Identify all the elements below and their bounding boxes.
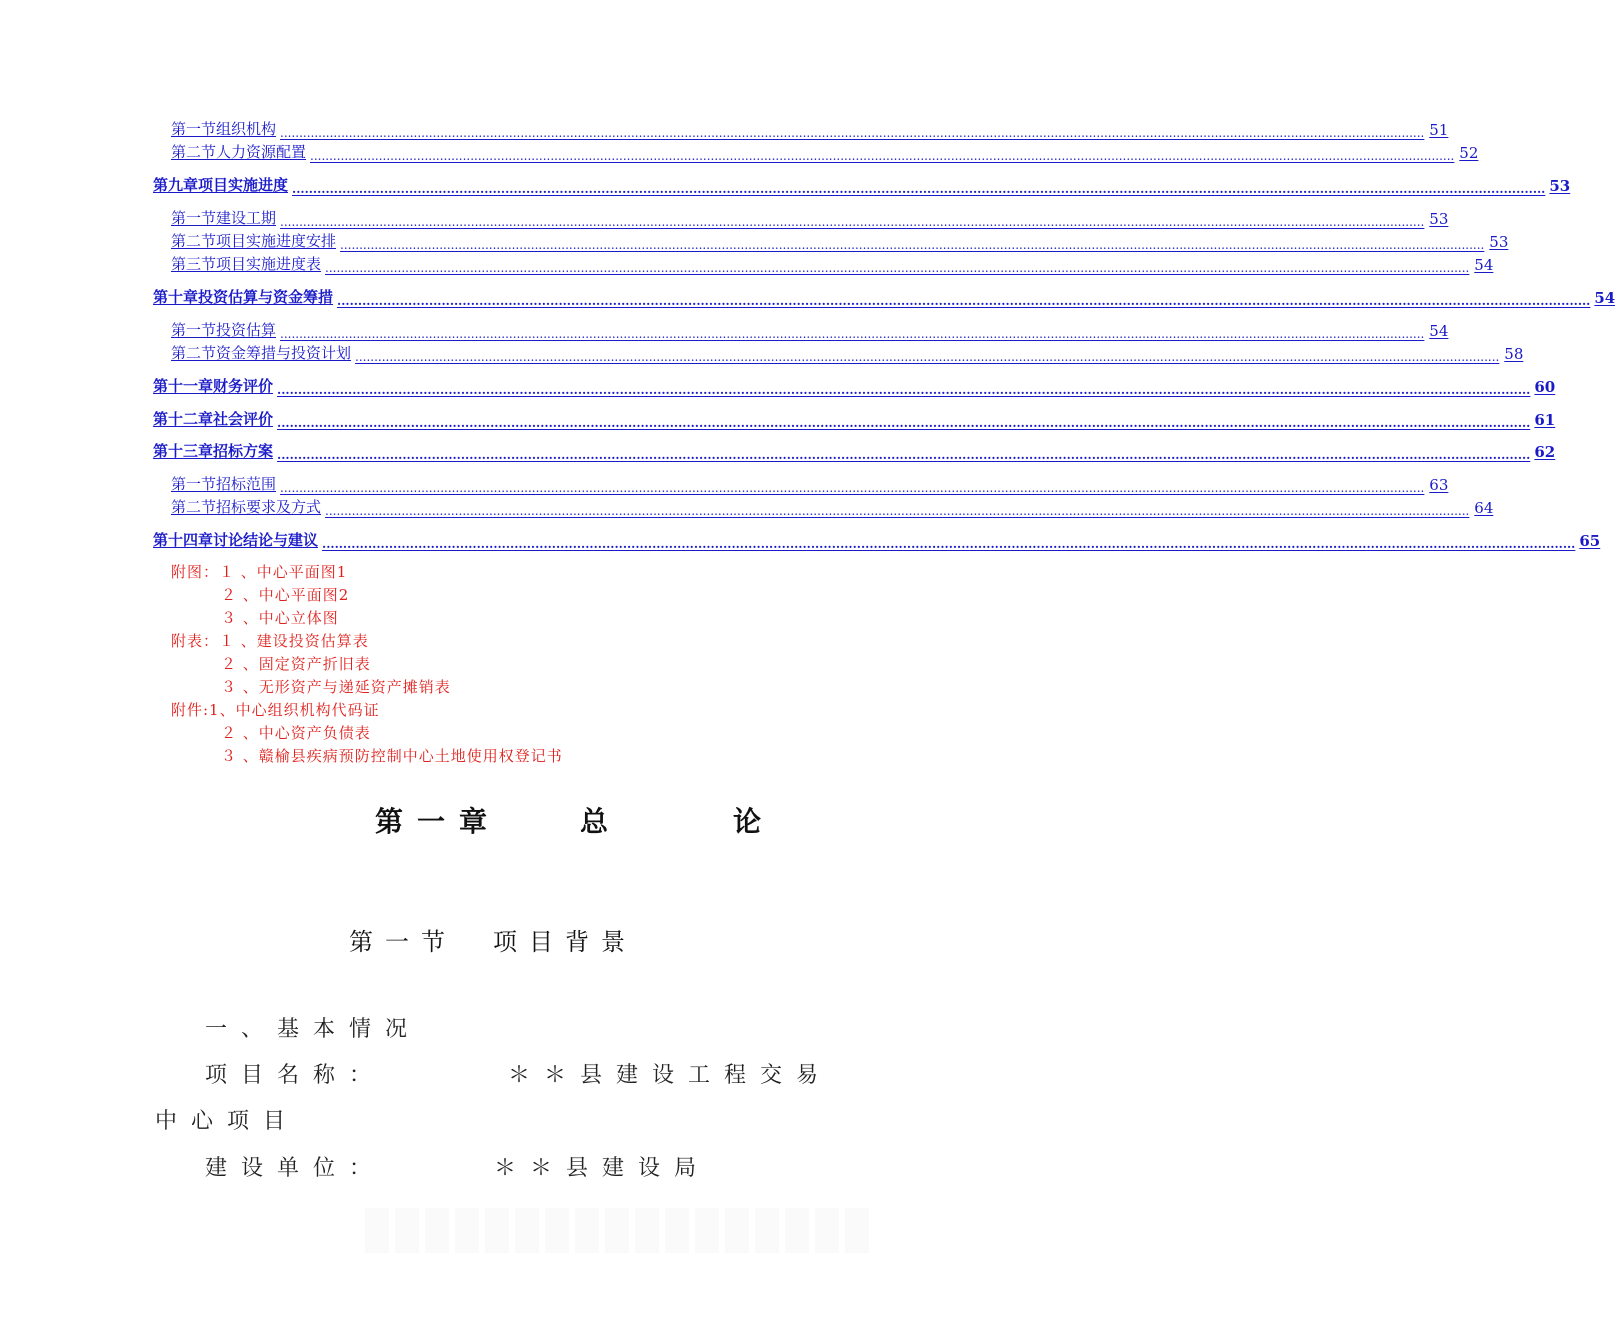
toc-number: 第十二章 [153, 410, 214, 428]
toc-title: 组织机构 [216, 120, 277, 138]
appendix-table-3: ３ 、无形资产与递延资产摊销表 [221, 678, 451, 696]
unit-label: 建设单位： [205, 1156, 386, 1181]
appendix-table-2: ２ 、固定资产折旧表 [221, 655, 371, 673]
toc-entry-section[interactable] [171, 206, 1449, 229]
toc-title: 招标范围 [216, 475, 277, 493]
toc-leader-dots: ............................................................................................................................................................................................................................................................................................................ [340, 238, 1485, 252]
toc-entry-section[interactable] [171, 341, 1524, 364]
toc-page-number: 60 [1534, 378, 1556, 396]
toc-entry-section[interactable] [171, 140, 1479, 163]
toc-entry-section[interactable] [171, 318, 1449, 341]
toc-page-number: 51 [1429, 121, 1449, 139]
toc-leader-dots: ............................................................................................................................................................................................................................................................................................................ [280, 126, 1425, 140]
toc-title: 资金筹措与投资计划 [216, 344, 352, 362]
appendix-figure-3: ３ 、中心立体图 [221, 609, 339, 627]
appendix-figure-1: 附图：１ 、中心平面图1 [171, 563, 348, 581]
toc-leader-dots: ............................................................................................................................................................................................................................................................................................................ [337, 294, 1591, 308]
toc-leader-dots: ............................................................................................................................................................................................................................................................................................................ [277, 383, 1531, 397]
project-name-value: ＊＊县建设工程交易 [508, 1063, 833, 1088]
appendix-attachment-3: ３ 、赣榆县疾病预防控制中心土地使用权登记书 [221, 747, 563, 765]
subheading: 一、基本情况 [205, 1017, 422, 1042]
toc-number: 第九章 [153, 176, 199, 194]
appendix-table-1: 附表：１ 、建设投资估算表 [171, 632, 369, 650]
toc-title: 讨论结论与建议 [213, 531, 319, 549]
toc-number: 第二节 [171, 498, 217, 516]
toc-leader-dots: ............................................................................................................................................................................................................................................................................................................ [280, 215, 1425, 229]
toc-leader-dots: ............................................................................................................................................................................................................................................................................................................ [310, 149, 1455, 163]
appendix-attachment-2: ２ 、中心资产负债表 [221, 724, 371, 742]
toc-title: 项目实施进度 [198, 176, 289, 194]
toc-title: 招标方案 [213, 442, 274, 460]
toc-title: 项目实施进度安排 [216, 232, 337, 250]
toc-entry-chapter[interactable] [153, 285, 1615, 308]
toc-number: 第十三章 [153, 442, 214, 460]
unit-value: ＊＊县建设局 [494, 1156, 711, 1181]
project-name-continued: 中心项目 [155, 1109, 300, 1134]
toc-page-number: 54 [1474, 256, 1494, 274]
toc-leader-dots: ............................................................................................................................................................................................................................................................................................................ [292, 182, 1546, 196]
project-name-label: 项目名称： [205, 1063, 386, 1088]
toc-number: 第十一章 [153, 377, 214, 395]
toc-page-number: 53 [1549, 177, 1571, 195]
toc-number: 第二节 [171, 143, 217, 161]
toc-title: 项目实施进度表 [216, 255, 322, 273]
toc-entry-section[interactable] [171, 117, 1449, 140]
appendix-attachment-1: 附件:1、中心组织机构代码证 [171, 701, 380, 719]
toc-title: 投资估算与资金筹措 [198, 288, 334, 306]
toc-leader-dots: ............................................................................................................................................................................................................................................................................................................ [322, 537, 1576, 551]
toc-number: 第三节 [171, 255, 217, 273]
toc-page-number: 54 [1594, 289, 1615, 307]
toc-number: 第十四章 [153, 531, 214, 549]
toc-leader-dots: ............................................................................................................................................................................................................................................................................................................ [280, 481, 1425, 495]
toc-title: 财务评价 [213, 377, 274, 395]
toc-page-number: 53 [1489, 233, 1509, 251]
toc-number: 第二节 [171, 232, 217, 250]
toc-page-number: 61 [1534, 411, 1556, 429]
appendix-figure-2: ２ 、中心平面图2 [221, 586, 350, 604]
toc-page-number: 63 [1429, 476, 1449, 494]
faded-text-line [365, 1208, 875, 1253]
toc-page-number: 54 [1429, 322, 1449, 340]
toc-leader-dots: ............................................................................................................................................................................................................................................................................................................ [277, 416, 1531, 430]
chapter-title [375, 800, 775, 840]
section-title: 第一节 项目背景 [349, 928, 637, 956]
toc-number: 第二节 [171, 344, 217, 362]
toc-leader-dots: ............................................................................................................................................................................................................................................................................................................ [325, 504, 1470, 518]
toc-title: 招标要求及方式 [216, 498, 322, 516]
toc-page-number: 65 [1579, 532, 1601, 550]
toc-number: 第一节 [171, 120, 217, 138]
toc-number: 第十章 [153, 288, 199, 306]
toc-entry-chapter[interactable] [153, 439, 1556, 462]
toc-page-number: 62 [1534, 443, 1556, 461]
toc-entry-chapter[interactable] [153, 407, 1556, 430]
chapter-number: 第一章 [375, 805, 502, 838]
toc-leader-dots: ............................................................................................................................................................................................................................................................................................................ [355, 350, 1500, 364]
toc-number: 第一节 [171, 475, 217, 493]
toc-entry-section[interactable] [171, 229, 1509, 252]
toc-title: 社会评价 [213, 410, 274, 428]
chapter-word-2: 论 [733, 805, 762, 838]
toc-title: 建设工期 [216, 209, 277, 227]
toc-page-number: 53 [1429, 210, 1449, 228]
chapter-word-1: 总 [580, 805, 609, 838]
toc-title: 投资估算 [216, 321, 277, 339]
toc-leader-dots: ............................................................................................................................................................................................................................................................................................................ [280, 327, 1425, 341]
toc-page-number: 58 [1504, 345, 1524, 363]
toc-entry-chapter[interactable] [153, 173, 1571, 196]
toc-entry-section[interactable] [171, 252, 1494, 275]
toc-number: 第一节 [171, 209, 217, 227]
toc-entry-section[interactable] [171, 472, 1449, 495]
toc-leader-dots: ............................................................................................................................................................................................................................................................................................................ [325, 261, 1470, 275]
toc-leader-dots: ............................................................................................................................................................................................................................................................................................................ [277, 448, 1531, 462]
toc-page-number: 52 [1459, 144, 1479, 162]
toc-number: 第一节 [171, 321, 217, 339]
toc-title: 人力资源配置 [216, 143, 307, 161]
toc-entry-chapter[interactable] [153, 374, 1556, 397]
toc-entry-chapter[interactable] [153, 528, 1601, 551]
toc-page-number: 64 [1474, 499, 1494, 517]
toc-entry-section[interactable] [171, 495, 1494, 518]
